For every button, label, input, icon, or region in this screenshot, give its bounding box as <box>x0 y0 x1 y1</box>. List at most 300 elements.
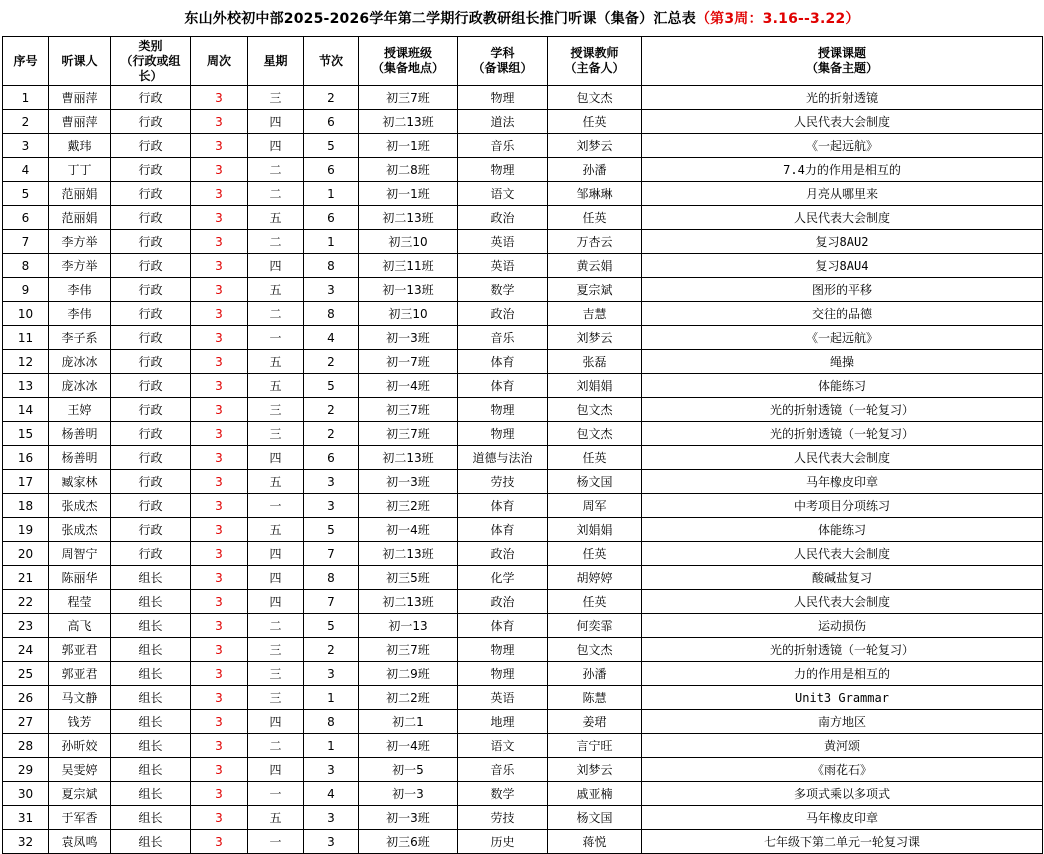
cell-teacher: 包文杰 <box>548 86 642 110</box>
cell-class: 初一3班 <box>359 470 458 494</box>
cell-subject: 物理 <box>458 86 548 110</box>
cell-class: 初三7班 <box>359 638 458 662</box>
cell-weekday: 四 <box>248 710 304 734</box>
cell-teacher: 任英 <box>548 590 642 614</box>
cell-category: 组长 <box>111 638 191 662</box>
table-row <box>3 158 1043 182</box>
cell-topic: 《雨花石》 <box>642 758 1043 782</box>
cell-category: 组长 <box>111 614 191 638</box>
cell-weekday: 三 <box>248 422 304 446</box>
cell-class: 初一4班 <box>359 734 458 758</box>
cell-topic: 光的折射透镜（一轮复习） <box>642 422 1043 446</box>
cell-category: 行政 <box>111 134 191 158</box>
cell-subject: 体育 <box>458 494 548 518</box>
cell-week: 3 <box>191 254 248 278</box>
cell-week: 3 <box>191 566 248 590</box>
table-row <box>3 566 1043 590</box>
cell-subject: 历史 <box>458 830 548 854</box>
cell-week: 3 <box>191 206 248 230</box>
cell-category: 行政 <box>111 110 191 134</box>
column-header-line: 序号 <box>13 53 38 68</box>
cell-week: 3 <box>191 830 248 854</box>
cell-week: 3 <box>191 278 248 302</box>
cell-index: 6 <box>3 206 49 230</box>
cell-weekday: 五 <box>248 206 304 230</box>
cell-teacher: 刘梦云 <box>548 134 642 158</box>
table-row <box>3 446 1043 470</box>
cell-week: 3 <box>191 758 248 782</box>
cell-category: 行政 <box>111 86 191 110</box>
cell-observer: 李方举 <box>49 254 111 278</box>
column-header-line: 节次 <box>318 53 343 68</box>
cell-period: 6 <box>304 158 359 182</box>
column-header-line: 星期 <box>263 53 288 68</box>
cell-category: 组长 <box>111 710 191 734</box>
cell-weekday: 三 <box>248 86 304 110</box>
cell-subject: 物理 <box>458 398 548 422</box>
cell-teacher: 戚亚楠 <box>548 782 642 806</box>
cell-topic: 光的折射透镜（一轮复习） <box>642 398 1043 422</box>
table-row <box>3 494 1043 518</box>
cell-class: 初三10 <box>359 302 458 326</box>
cell-weekday: 二 <box>248 614 304 638</box>
cell-observer: 庞冰冰 <box>49 350 111 374</box>
cell-week: 3 <box>191 590 248 614</box>
cell-period: 6 <box>304 110 359 134</box>
cell-weekday: 四 <box>248 542 304 566</box>
cell-index: 26 <box>3 686 49 710</box>
cell-index: 8 <box>3 254 49 278</box>
cell-class: 初一5 <box>359 758 458 782</box>
column-header-subject <box>458 37 548 86</box>
cell-category: 行政 <box>111 158 191 182</box>
cell-weekday: 二 <box>248 302 304 326</box>
cell-week: 3 <box>191 182 248 206</box>
cell-teacher: 包文杰 <box>548 638 642 662</box>
cell-class: 初三5班 <box>359 566 458 590</box>
cell-teacher: 黄云娟 <box>548 254 642 278</box>
cell-category: 组长 <box>111 758 191 782</box>
cell-class: 初一13 <box>359 614 458 638</box>
cell-weekday: 二 <box>248 734 304 758</box>
cell-week: 3 <box>191 518 248 542</box>
cell-period: 6 <box>304 446 359 470</box>
cell-teacher: 蒋悦 <box>548 830 642 854</box>
cell-observer: 郭亚君 <box>49 638 111 662</box>
cell-teacher: 任英 <box>548 206 642 230</box>
cell-weekday: 一 <box>248 830 304 854</box>
cell-teacher: 言宁旺 <box>548 734 642 758</box>
cell-subject: 音乐 <box>458 326 548 350</box>
cell-index: 14 <box>3 398 49 422</box>
cell-period: 2 <box>304 398 359 422</box>
cell-observer: 李方举 <box>49 230 111 254</box>
cell-weekday: 四 <box>248 254 304 278</box>
cell-teacher: 姜珺 <box>548 710 642 734</box>
cell-subject: 音乐 <box>458 134 548 158</box>
cell-period: 1 <box>304 230 359 254</box>
cell-period: 8 <box>304 710 359 734</box>
cell-observer: 钱芳 <box>49 710 111 734</box>
cell-class: 初二13班 <box>359 590 458 614</box>
cell-period: 6 <box>304 206 359 230</box>
column-header-category <box>111 37 191 86</box>
cell-observer: 孙昕姣 <box>49 734 111 758</box>
cell-observer: 郭亚君 <box>49 662 111 686</box>
cell-observer: 杨善明 <box>49 446 111 470</box>
cell-topic: 人民代表大会制度 <box>642 110 1043 134</box>
table-row <box>3 134 1043 158</box>
cell-teacher: 刘梦云 <box>548 758 642 782</box>
cell-topic: 运动损伤 <box>642 614 1043 638</box>
cell-week: 3 <box>191 398 248 422</box>
column-header-topic <box>642 37 1043 86</box>
cell-observer: 夏宗斌 <box>49 782 111 806</box>
cell-period: 7 <box>304 542 359 566</box>
cell-category: 组长 <box>111 782 191 806</box>
cell-class: 初二13班 <box>359 542 458 566</box>
cell-period: 3 <box>304 830 359 854</box>
cell-index: 11 <box>3 326 49 350</box>
table-row <box>3 830 1043 854</box>
cell-topic: 酸碱盐复习 <box>642 566 1043 590</box>
column-header-week <box>191 37 248 86</box>
cell-subject: 英语 <box>458 254 548 278</box>
cell-teacher: 何奕霏 <box>548 614 642 638</box>
cell-category: 行政 <box>111 446 191 470</box>
cell-teacher: 杨文国 <box>548 806 642 830</box>
cell-class: 初三7班 <box>359 398 458 422</box>
sheet-title <box>0 0 1044 36</box>
cell-topic: 绳操 <box>642 350 1043 374</box>
cell-period: 5 <box>304 518 359 542</box>
cell-index: 17 <box>3 470 49 494</box>
cell-category: 组长 <box>111 590 191 614</box>
cell-observer: 杨善明 <box>49 422 111 446</box>
column-header-line: （备课组） <box>472 61 533 75</box>
cell-period: 3 <box>304 470 359 494</box>
cell-subject: 政治 <box>458 542 548 566</box>
cell-index: 18 <box>3 494 49 518</box>
cell-category: 行政 <box>111 542 191 566</box>
cell-observer: 张成杰 <box>49 518 111 542</box>
cell-teacher: 任英 <box>548 446 642 470</box>
cell-week: 3 <box>191 158 248 182</box>
cell-topic: 多项式乘以多项式 <box>642 782 1043 806</box>
table-row <box>3 86 1043 110</box>
cell-observer: 范丽娟 <box>49 182 111 206</box>
cell-class: 初二2班 <box>359 686 458 710</box>
cell-teacher: 邹琳琳 <box>548 182 642 206</box>
cell-topic: 体能练习 <box>642 374 1043 398</box>
cell-index: 24 <box>3 638 49 662</box>
cell-weekday: 四 <box>248 758 304 782</box>
cell-observer: 庞冰冰 <box>49 374 111 398</box>
cell-weekday: 一 <box>248 494 304 518</box>
column-header-observer <box>49 37 111 86</box>
table-row <box>3 326 1043 350</box>
cell-subject: 体育 <box>458 350 548 374</box>
cell-topic: 中考项目分项练习 <box>642 494 1043 518</box>
cell-week: 3 <box>191 614 248 638</box>
cell-weekday: 四 <box>248 566 304 590</box>
cell-weekday: 五 <box>248 278 304 302</box>
cell-weekday: 五 <box>248 806 304 830</box>
cell-period: 2 <box>304 350 359 374</box>
cell-topic: 复习8AU2 <box>642 230 1043 254</box>
table-row <box>3 422 1043 446</box>
cell-subject: 体育 <box>458 518 548 542</box>
cell-subject: 政治 <box>458 302 548 326</box>
table-row <box>3 302 1043 326</box>
cell-index: 10 <box>3 302 49 326</box>
cell-week: 3 <box>191 422 248 446</box>
cell-observer: 袁凤鸣 <box>49 830 111 854</box>
table-row <box>3 230 1043 254</box>
cell-topic: Unit3 Grammar <box>642 686 1043 710</box>
cell-weekday: 四 <box>248 134 304 158</box>
cell-index: 28 <box>3 734 49 758</box>
cell-weekday: 五 <box>248 350 304 374</box>
cell-period: 8 <box>304 254 359 278</box>
table-row <box>3 470 1043 494</box>
cell-category: 行政 <box>111 182 191 206</box>
cell-weekday: 二 <box>248 158 304 182</box>
cell-subject: 物理 <box>458 638 548 662</box>
cell-observer: 高飞 <box>49 614 111 638</box>
cell-weekday: 五 <box>248 518 304 542</box>
cell-subject: 体育 <box>458 614 548 638</box>
cell-week: 3 <box>191 374 248 398</box>
cell-week: 3 <box>191 494 248 518</box>
cell-index: 16 <box>3 446 49 470</box>
cell-class: 初三7班 <box>359 86 458 110</box>
cell-period: 3 <box>304 278 359 302</box>
cell-category: 行政 <box>111 326 191 350</box>
cell-weekday: 三 <box>248 638 304 662</box>
cell-period: 2 <box>304 638 359 662</box>
cell-topic: 《一起远航》 <box>642 134 1043 158</box>
cell-week: 3 <box>191 446 248 470</box>
cell-week: 3 <box>191 326 248 350</box>
cell-category: 行政 <box>111 398 191 422</box>
cell-period: 4 <box>304 782 359 806</box>
cell-teacher: 胡婷婷 <box>548 566 642 590</box>
cell-category: 组长 <box>111 686 191 710</box>
cell-observer: 周智宁 <box>49 542 111 566</box>
cell-weekday: 四 <box>248 110 304 134</box>
cell-index: 19 <box>3 518 49 542</box>
cell-class: 初一7班 <box>359 350 458 374</box>
cell-period: 2 <box>304 422 359 446</box>
cell-topic: 人民代表大会制度 <box>642 542 1043 566</box>
cell-teacher: 周军 <box>548 494 642 518</box>
table-body <box>3 86 1043 854</box>
cell-weekday: 五 <box>248 374 304 398</box>
column-header-line: （主备人） <box>564 61 625 75</box>
cell-category: 组长 <box>111 566 191 590</box>
table-row <box>3 782 1043 806</box>
cell-week: 3 <box>191 110 248 134</box>
cell-subject: 政治 <box>458 206 548 230</box>
table-row <box>3 254 1043 278</box>
cell-weekday: 三 <box>248 662 304 686</box>
cell-teacher: 任英 <box>548 542 642 566</box>
cell-class: 初一13班 <box>359 278 458 302</box>
cell-subject: 劳技 <box>458 806 548 830</box>
cell-topic: 体能练习 <box>642 518 1043 542</box>
cell-week: 3 <box>191 710 248 734</box>
cell-weekday: 二 <box>248 230 304 254</box>
cell-observer: 王婷 <box>49 398 111 422</box>
cell-subject: 化学 <box>458 566 548 590</box>
cell-weekday: 三 <box>248 686 304 710</box>
cell-weekday: 一 <box>248 782 304 806</box>
cell-topic: 图形的平移 <box>642 278 1043 302</box>
cell-teacher: 刘娟娟 <box>548 374 642 398</box>
column-header-line: 长） <box>138 68 163 83</box>
cell-topic: 南方地区 <box>642 710 1043 734</box>
cell-observer: 臧家林 <box>49 470 111 494</box>
cell-class: 初二13班 <box>359 206 458 230</box>
cell-week: 3 <box>191 806 248 830</box>
cell-category: 行政 <box>111 302 191 326</box>
column-header-line: 类别 <box>138 38 163 53</box>
cell-subject: 物理 <box>458 662 548 686</box>
cell-teacher: 任英 <box>548 110 642 134</box>
cell-class: 初二13班 <box>359 110 458 134</box>
observation-table <box>2 36 1043 854</box>
cell-class: 初一4班 <box>359 374 458 398</box>
cell-week: 3 <box>191 638 248 662</box>
cell-teacher: 孙潘 <box>548 158 642 182</box>
cell-teacher: 万杏云 <box>548 230 642 254</box>
column-header-line: 授课课题 <box>817 46 866 60</box>
cell-period: 1 <box>304 734 359 758</box>
cell-class: 初二8班 <box>359 158 458 182</box>
cell-week: 3 <box>191 350 248 374</box>
cell-category: 组长 <box>111 734 191 758</box>
cell-class: 初一1班 <box>359 182 458 206</box>
cell-category: 行政 <box>111 518 191 542</box>
cell-subject: 体育 <box>458 374 548 398</box>
cell-observer: 丁丁 <box>49 158 111 182</box>
cell-teacher: 包文杰 <box>548 422 642 446</box>
cell-period: 1 <box>304 182 359 206</box>
cell-observer: 李伟 <box>49 278 111 302</box>
cell-subject: 英语 <box>458 230 548 254</box>
cell-subject: 语文 <box>458 734 548 758</box>
cell-week: 3 <box>191 686 248 710</box>
cell-teacher: 杨文国 <box>548 470 642 494</box>
column-header-line: 授课教师 <box>570 46 619 60</box>
sheet-title-week: （第3周：3.16--3.22） <box>695 11 860 27</box>
cell-index: 1 <box>3 86 49 110</box>
column-header-line: 授课班级 <box>383 46 432 60</box>
cell-index: 9 <box>3 278 49 302</box>
cell-index: 30 <box>3 782 49 806</box>
cell-index: 3 <box>3 134 49 158</box>
column-header-class <box>359 37 458 86</box>
table-header-row <box>3 37 1043 86</box>
cell-subject: 物理 <box>458 158 548 182</box>
table-row <box>3 374 1043 398</box>
cell-week: 3 <box>191 86 248 110</box>
cell-week: 3 <box>191 302 248 326</box>
column-header-period <box>304 37 359 86</box>
table-row <box>3 614 1043 638</box>
cell-subject: 数学 <box>458 782 548 806</box>
cell-category: 组长 <box>111 830 191 854</box>
cell-week: 3 <box>191 134 248 158</box>
cell-observer: 吴雯婷 <box>49 758 111 782</box>
cell-observer: 马文静 <box>49 686 111 710</box>
cell-week: 3 <box>191 542 248 566</box>
cell-teacher: 刘梦云 <box>548 326 642 350</box>
cell-week: 3 <box>191 782 248 806</box>
cell-index: 15 <box>3 422 49 446</box>
column-header-line: （集备地点） <box>371 61 444 75</box>
cell-class: 初三2班 <box>359 494 458 518</box>
cell-category: 行政 <box>111 206 191 230</box>
table-row <box>3 734 1043 758</box>
column-header-line: 听课人 <box>61 53 98 68</box>
cell-weekday: 一 <box>248 326 304 350</box>
cell-topic: 光的折射透镜 <box>642 86 1043 110</box>
cell-observer: 张成杰 <box>49 494 111 518</box>
table-row <box>3 398 1043 422</box>
table-row <box>3 206 1043 230</box>
cell-index: 27 <box>3 710 49 734</box>
column-header-line: 学科 <box>490 46 515 60</box>
cell-index: 29 <box>3 758 49 782</box>
table-row <box>3 638 1043 662</box>
cell-index: 12 <box>3 350 49 374</box>
table-row <box>3 806 1043 830</box>
cell-period: 5 <box>304 374 359 398</box>
cell-teacher: 夏宗斌 <box>548 278 642 302</box>
cell-index: 22 <box>3 590 49 614</box>
cell-period: 3 <box>304 806 359 830</box>
cell-index: 13 <box>3 374 49 398</box>
cell-observer: 戴玮 <box>49 134 111 158</box>
cell-period: 5 <box>304 614 359 638</box>
cell-week: 3 <box>191 470 248 494</box>
cell-class: 初二9班 <box>359 662 458 686</box>
cell-category: 行政 <box>111 230 191 254</box>
cell-category: 组长 <box>111 662 191 686</box>
cell-index: 5 <box>3 182 49 206</box>
cell-period: 3 <box>304 758 359 782</box>
cell-subject: 地理 <box>458 710 548 734</box>
cell-subject: 英语 <box>458 686 548 710</box>
cell-period: 2 <box>304 86 359 110</box>
table-row <box>3 518 1043 542</box>
cell-weekday: 四 <box>248 446 304 470</box>
column-header-weekday <box>248 37 304 86</box>
cell-category: 组长 <box>111 806 191 830</box>
cell-category: 行政 <box>111 422 191 446</box>
cell-topic: 马年橡皮印章 <box>642 470 1043 494</box>
cell-category: 行政 <box>111 278 191 302</box>
cell-topic: 人民代表大会制度 <box>642 206 1043 230</box>
table-row <box>3 350 1043 374</box>
cell-period: 5 <box>304 134 359 158</box>
cell-index: 31 <box>3 806 49 830</box>
cell-observer: 曹丽萍 <box>49 86 111 110</box>
cell-observer: 曹丽萍 <box>49 110 111 134</box>
cell-teacher: 吉慧 <box>548 302 642 326</box>
